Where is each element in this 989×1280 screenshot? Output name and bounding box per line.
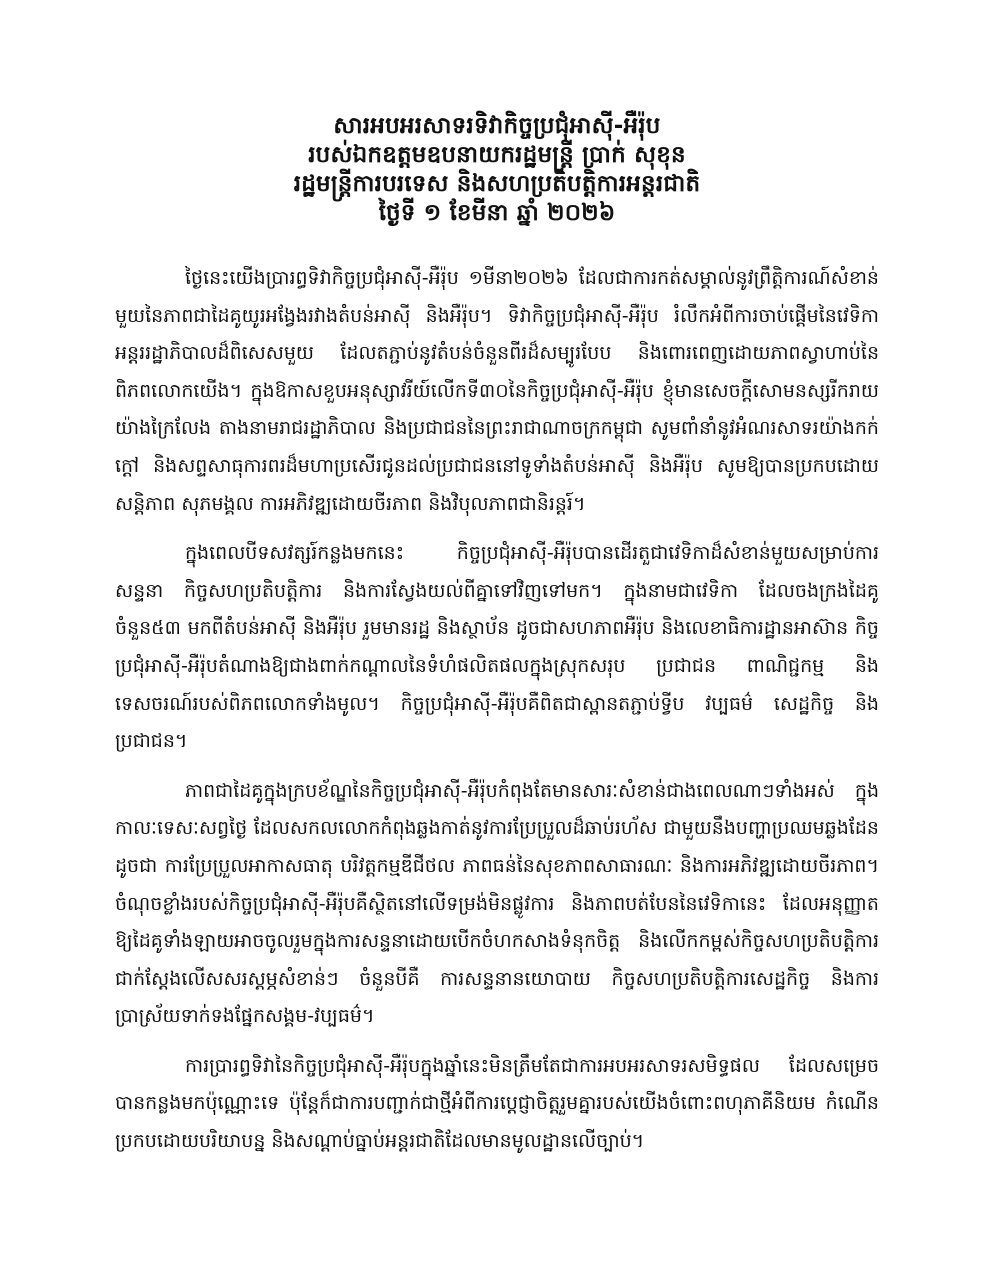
paragraph-2: ក្នុងពេលបីទសវត្សរ៍កន្លងមកនេះ កិច្ចប្រជុំអាស៊ី-អឺរ៉ុបបានដើរតួជាវេទិកាដ៏សំខាន់មួយសម្រាប់ការសន្ទនា កិច្ចសហប្រតិបត្តិការ និងការស្វែងយល់ពីគ្នាទៅវិញទៅមក។ ក្នុងនាមជាវេទិកា ដែលចងក្រងដៃគូចំនួន៥៣ មកពីតំបន់អាស៊ី និងអឺរ៉ុប រួមមានរដ្ឋ និងស្ថាប័ន ដូចជាសហភាពអឺរ៉ុប និងលេខាធិការដ្ឋានអាស៊ាន កិច្ចប្រជុំអាស៊ី-អឺរ៉ុបតំណាងឱ្យជាងពាក់កណ្តាលនៃទំហំផលិតផលក្នុងស្រុកសរុប ប្រជាជន ពាណិជ្ជកម្ម និងទេសចរណ៍របស់ពិភពលោកទាំងមូល។ កិច្ចប្រជុំអាស៊ី-អឺរ៉ុបគឺពិតជាស្ពានតភ្ជាប់ទ្វីប វប្បធម៌ សេដ្ឋកិច្ច និងប្រជាជន។ [115,542,879,753]
document-body [115,260,879,1161]
paragraph-1: ថ្ងៃនេះយើងប្រារព្ធទិវាកិច្ចប្រជុំអាស៊ី-អឺរ៉ុប ១មីនា២០២៦ ដែលជាការកត់សម្គាល់នូវព្រឹត្តិការណ៍សំខាន់មួយនៃភាពជាដៃគូយូរអង្វែងរវាងតំបន់អាស៊ី និងអឺរ៉ុប។ ទិវាកិច្ចប្រជុំអាស៊ី-អឺរ៉ុប រំលឹកអំពីការចាប់ផ្តើមនៃវេទិកាអន្តររដ្ឋាភិបាលដ៏ពិសេសមួយ ដែលតភ្ជាប់នូវតំបន់ចំនួនពីរដ៏សម្បូរបែប និងពោរពេញដោយភាពស្វាហាប់នៃពិភពលោកយើង។ ក្នុងឱកាសខួបអនុស្សាវរីយ៍លើកទី៣០នៃកិច្ចប្រជុំអាស៊ី-អឺរ៉ុប ខ្ញុំមានសេចក្តីសោមនស្សរីករាយយ៉ាងក្រៃលែង តាងនាមរាជរដ្ឋាភិបាល និងប្រជាជននៃព្រះរាជាណាចក្រកម្ពុជា សូមពាំនាំនូវអំណរសាទរយ៉ាងកក់ក្តៅ និងសព្ទសាធុការពរដ៏មហាប្រសើរជូនដល់ប្រជាជននៅទូទាំងតំបន់អាស៊ី និងអឺរ៉ុប សូមឱ្យបានប្រកបដោយសន្តិភាព សុភមង្គល ការអភិវឌ្ឍដោយចីរភាព និងវិបុលភាពជានិរន្តរ៍។ [115,267,879,515]
document-title [115,112,879,228]
title-line-date: ថ្ងៃទី ១ ខែមីនា ឆ្នាំ ២០២៦ [378,200,616,226]
title-line-2: របស់ឯកឧត្តមឧបនាយករដ្ឋមន្ត្រី ប្រាក់ សុខុន [308,142,686,168]
paragraph-3: ភាពជាដៃគូក្នុងក្របខ័ណ្ឌនៃកិច្ចប្រជុំអាស៊ី-អឺរ៉ុបកំពុងតែមានសារៈសំខាន់ជាងពេលណាៗទាំងអស់ ក្នុងកាលៈទេសៈសព្វថ្ងៃ ដែលសកលលោកកំពុងឆ្លងកាត់នូវការប្រែប្រួលដ៏ឆាប់រហ័ស ជាមួយនឹងបញ្ហាប្រឈមឆ្លងដែនដូចជា ការប្រែប្រួលអាកាសធាតុ បរិវត្តកម្មឌីជីថល ភាពធន់នៃសុខភាពសាធារណៈ និងការអភិវឌ្ឍដោយចីរភាព។ ចំណុចខ្លាំងរបស់កិច្ចប្រជុំអាស៊ី-អឺរ៉ុបគឺស្ថិតនៅលើទម្រង់មិនផ្លូវការ និងភាពបត់បែននៃវេទិកានេះ ដែលអនុញ្ញាតឱ្យដៃគូទាំងឡាយអាចចូលរួមក្នុងការសន្ទនាដោយបើកចំហកសាងទំនុកចិត្ត និងលើកកម្ពស់កិច្ចសហប្រតិបត្តិការជាក់ស្តែងលើសសរស្តម្ភសំខាន់ៗ ចំនួនបីគឺ ការសន្ទនានយោបាយ កិច្ចសហប្រតិបត្តិការសេដ្ឋកិច្ច និងការប្រាស្រ័យទាក់ទងផ្នែកសង្គម-វប្បធម៌។ [115,779,879,1028]
title-line-1: សារអបអរសាទរទិវាកិច្ចប្រជុំអាស៊ី-អឺរ៉ុប [333,113,661,139]
title-line-3: រដ្ឋមន្ត្រីការបរទេស និងសហប្រតិបត្តិការអន្តរជាតិ [293,171,701,197]
paragraph-4: ការប្រារព្ធទិវានៃកិច្ចប្រជុំអាស៊ី-អឺរ៉ុបក្នុងឆ្នាំនេះមិនត្រឹមតែជាការអបអរសាទរសមិទ្ធផល ដែលសម្រេចបានកន្លងមកប៉ុណ្ណោះទេ ប៉ុន្តែក៏ជាការបញ្ជាក់ជាថ្មីអំពីការប្តេជ្ញាចិត្តរួមគ្នារបស់យើងចំពោះពហុភាគីនិយម កំណើនប្រកបដោយបរិយាបន្ន និងសណ្តាប់ធ្នាប់អន្តរជាតិដែលមានមូលដ្ឋានលើច្បាប់។ [115,1054,879,1153]
